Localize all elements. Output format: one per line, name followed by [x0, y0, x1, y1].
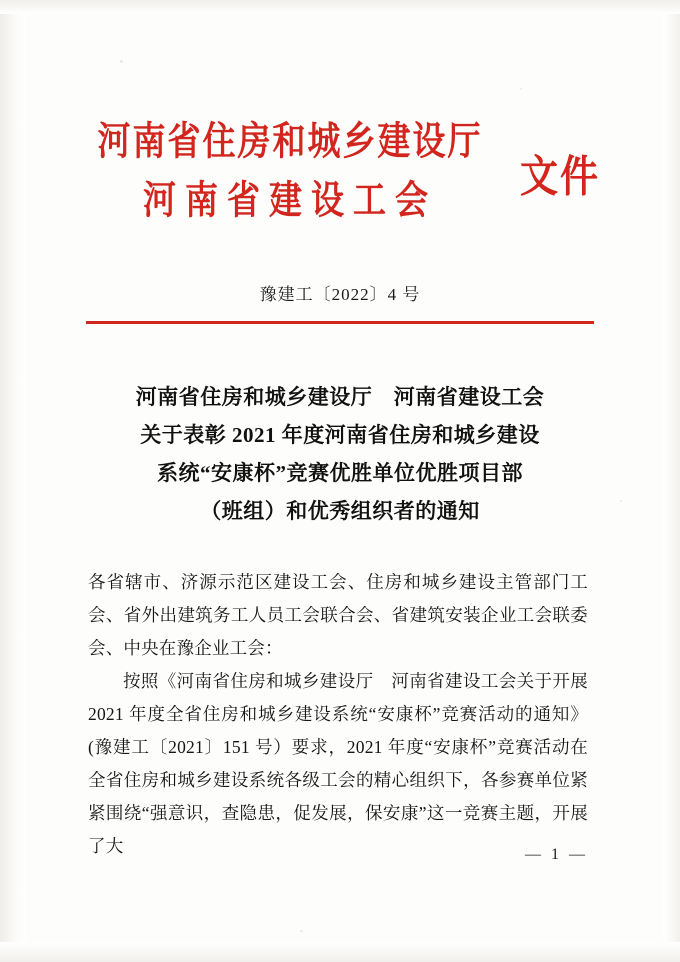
title-line-3: 系统“安康杯”竞赛优胜单位优胜项目部 [157, 461, 523, 485]
masthead [72, 118, 608, 248]
masthead-document-word: 文件 [519, 153, 600, 202]
page-number: — 1 — [525, 846, 588, 863]
document-title [72, 378, 608, 530]
masthead-issuer-line-1: 河南省住房和城乡建设厅 [97, 121, 483, 165]
body-paragraph-1: 按照《河南省住房和城乡建设厅 河南省建设工会关于开展 2021 年度全省住房和城乡建设系统“安康杯”竞赛活动的通知》(豫建工〔2021〕151 号）要求，2021 年度“安康杯”竞赛活动在全省住房和城乡建设系统各级工会的精心组织下，各参赛单位紧紧围绕“强意识，查隐患，促发展，保安康”这一竞赛主题，开展了大 [88, 671, 588, 856]
masthead-issuer-lines [90, 118, 490, 224]
recipients-paragraph: 各省辖市、济源示范区建设工会、住房和城乡建设主管部门工会、省外出建筑务工人员工会联合会、省建筑安装企业工会联委会、中央在豫企业工会： [88, 572, 588, 658]
title-line-2: 关于表彰 2021 年度河南省住房和城乡建设 [140, 423, 540, 447]
red-divider-rule [86, 321, 594, 324]
document-number: 豫建工〔2022〕4 号 [259, 285, 421, 304]
title-line-1: 河南省住房和城乡建设厅 河南省建设工会 [135, 385, 545, 409]
document-body [88, 566, 588, 863]
title-line-4: （班组）和优秀组织者的通知 [200, 499, 480, 523]
masthead-issuer-line-2: 河南省建设工会 [143, 180, 437, 224]
